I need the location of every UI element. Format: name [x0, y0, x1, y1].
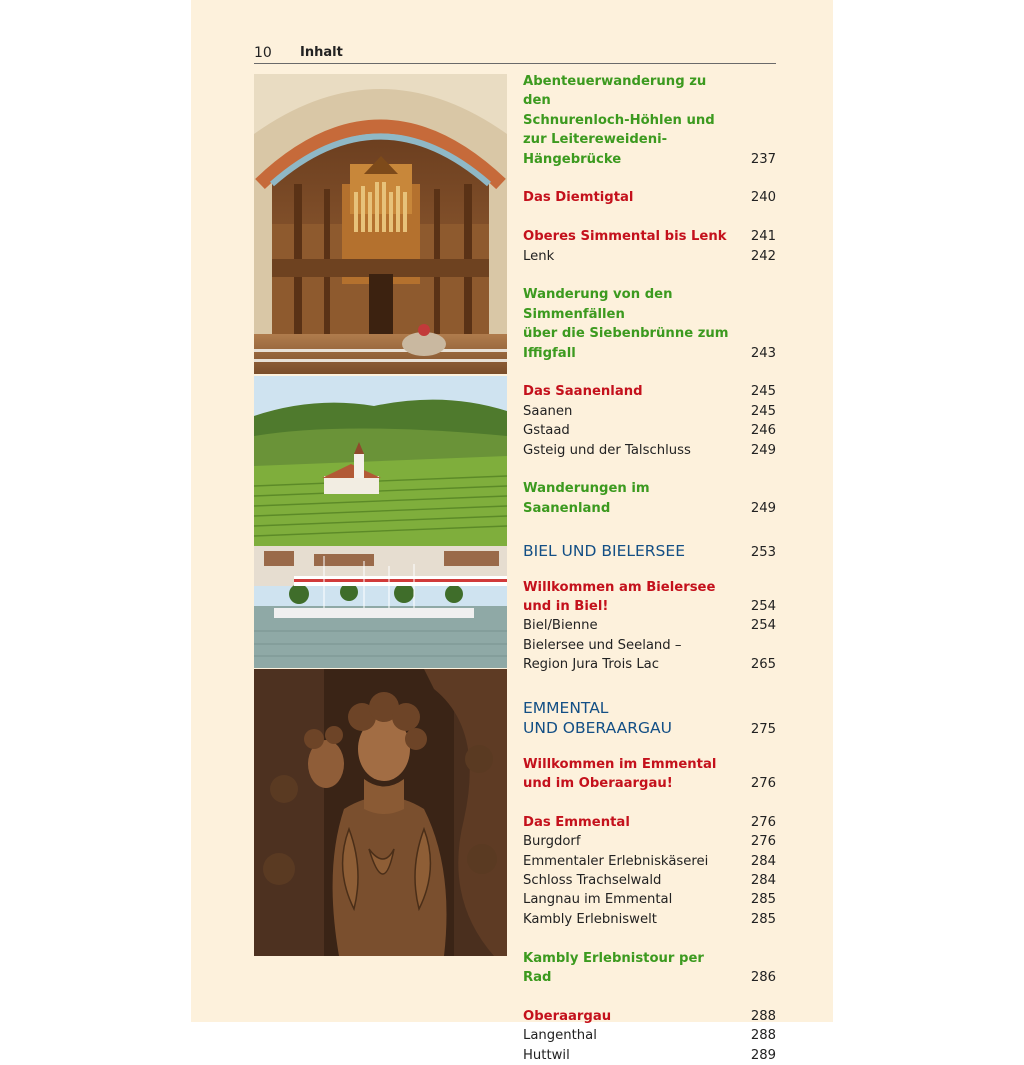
toc-entry [523, 832, 776, 851]
toc-entry-title [523, 481, 650, 515]
toc-entry [523, 247, 776, 266]
toc-entry-title [523, 873, 661, 888]
toc-entry-title [523, 249, 554, 264]
toc-page-number: 246 [750, 423, 776, 439]
toc-entry-title [523, 229, 727, 244]
toc-entry-line: Kambly Erlebnistour per Rad [523, 950, 704, 985]
toc-entry-line: zur Leitereweideni-Hängebrücke [523, 132, 668, 167]
toc-page-number: 265 [750, 657, 776, 673]
toc-entry-title [523, 757, 716, 791]
toc-entry-title [523, 384, 643, 399]
toc-entry-line: BIEL UND BIELERSEE [523, 542, 685, 561]
toc-entry-line: Wanderungen im Saanenland [523, 481, 650, 516]
toc-entry-line: Abenteuerwanderung zu den [523, 74, 707, 109]
toc-entry-title [523, 542, 685, 560]
toc-entry-title [523, 699, 672, 737]
lakeside-vineyard-church-photo [254, 376, 507, 668]
toc-entry-line: UND OBERAARGAU [523, 719, 672, 738]
toc-entry [523, 1046, 776, 1065]
toc-entry-line: Das Saanenland [523, 384, 643, 400]
toc-page-number: 276 [750, 814, 776, 830]
toc-entry [523, 542, 776, 562]
toc-entry-title [523, 951, 704, 985]
toc-entry-line: Langenthal [523, 1028, 597, 1044]
toc-entry [523, 1026, 776, 1045]
toc-entry-title [523, 618, 598, 633]
toc-page-number: 284 [750, 853, 776, 869]
toc-entry [523, 227, 776, 246]
toc-entry-line: Oberaargau [523, 1008, 612, 1024]
toc-entry-title [523, 443, 691, 458]
page-title: Inhalt [300, 45, 343, 60]
toc-entry-line: Bielersee und Seeland – [523, 637, 682, 653]
toc-page-number: 289 [750, 1047, 776, 1063]
toc-entry-title [523, 912, 657, 927]
toc-entry [523, 1007, 776, 1026]
toc-page-number: 249 [750, 442, 776, 458]
toc-entry-line: und in Biel! [523, 599, 609, 615]
toc-entry-title [523, 834, 580, 849]
toc-page-number: 254 [750, 599, 776, 615]
toc-entry-title [523, 1048, 570, 1063]
toc-page-number: 285 [750, 911, 776, 927]
toc-entry [523, 636, 776, 675]
toc-entry [523, 813, 776, 832]
toc-page-number: 241 [750, 229, 776, 245]
toc-entry-line: Iffigfall [523, 345, 576, 361]
toc-entry-title [523, 423, 570, 438]
toc-entry-line: Wanderung von den Simmenfällen [523, 287, 673, 322]
toc-page-number: 249 [750, 500, 776, 516]
toc-entry-title [523, 190, 633, 205]
toc-entry [523, 910, 776, 929]
toc-entry-line: Huttwil [523, 1047, 570, 1063]
toc-entry [523, 479, 776, 518]
toc-entry-line: Lenk [523, 248, 555, 264]
toc-entry-line: Region Jura Trois Lac [523, 657, 659, 673]
toc-entry-line: Willkommen am Bielersee [523, 579, 716, 595]
toc-entry-line: über die Siebenbrünne zum [523, 326, 729, 342]
toc-page-number: 245 [750, 403, 776, 419]
toc-page-number: 253 [750, 545, 776, 561]
toc-entry-title [523, 815, 630, 830]
toc-entry [523, 699, 776, 740]
toc-page-number: 275 [750, 722, 776, 738]
toc-entry-line: Schloss Trachselwald [523, 872, 662, 888]
toc-entry [523, 72, 776, 169]
toc-page-number: 285 [750, 892, 776, 908]
header-divider [254, 63, 776, 64]
wood-carving-angel-photo [254, 669, 507, 956]
toc-page-number: 237 [750, 151, 776, 167]
toc-entry-title [523, 638, 681, 672]
toc-entry-line: Kambly Erlebniswelt [523, 911, 657, 927]
toc-entry-line: Burgdorf [523, 834, 581, 850]
toc-entry-line: Biel/Bienne [523, 618, 598, 634]
toc-entry [523, 871, 776, 890]
table-of-contents [523, 72, 776, 1065]
toc-entry-line: Gsteig und der Talschluss [523, 442, 691, 458]
toc-page-number: 284 [750, 872, 776, 888]
toc-entry-line: Das Diemtigtal [523, 190, 634, 206]
toc-page-number: 276 [750, 834, 776, 850]
toc-entry-title [523, 1028, 597, 1043]
toc-entry [523, 441, 776, 460]
toc-page-number: 243 [750, 345, 776, 361]
toc-entry-line: Langnau im Emmental [523, 892, 673, 908]
toc-page-number: 288 [750, 1008, 776, 1024]
toc-page-number: 286 [750, 969, 776, 985]
toc-entry-line: Oberes Simmental bis Lenk [523, 229, 727, 245]
toc-page-number: 276 [750, 775, 776, 791]
toc-entry [523, 421, 776, 440]
toc-entry-line: EMMENTAL [523, 698, 609, 717]
toc-entry-line: Gstaad [523, 423, 570, 439]
toc-entry [523, 616, 776, 635]
toc-page-number: 242 [750, 248, 776, 264]
toc-entry-title [523, 287, 729, 360]
toc-entry-title [523, 74, 715, 167]
toc-entry [523, 402, 776, 421]
toc-entry-title [523, 404, 572, 419]
toc-entry-line: Emmentaler Erlebniskäserei [523, 853, 709, 869]
toc-page-number: 240 [750, 190, 776, 206]
toc-page-number: 288 [750, 1028, 776, 1044]
toc-entry [523, 188, 776, 207]
page-number: 10 [254, 45, 272, 61]
toc-entry [523, 755, 776, 794]
toc-entry [523, 382, 776, 401]
toc-entry-line: Das Emmental [523, 814, 630, 830]
toc-entry [523, 890, 776, 909]
toc-entry-line: Schnurenloch-Höhlen und [523, 112, 715, 128]
toc-entry [523, 949, 776, 988]
toc-entry [523, 285, 776, 363]
toc-entry-title [523, 854, 708, 869]
toc-page-number: 245 [750, 384, 776, 400]
church-interior-organ-photo [254, 74, 507, 374]
toc-entry-title [523, 1009, 611, 1024]
toc-entry [523, 852, 776, 871]
toc-entry [523, 578, 776, 617]
toc-entry-title [523, 580, 715, 614]
toc-entry-line: Saanen [523, 403, 573, 419]
toc-entry-line: Willkommen im Emmental [523, 756, 717, 772]
toc-entry-title [523, 892, 672, 907]
toc-page-number: 254 [750, 618, 776, 634]
toc-entry-line: und im Oberaargau! [523, 775, 673, 791]
